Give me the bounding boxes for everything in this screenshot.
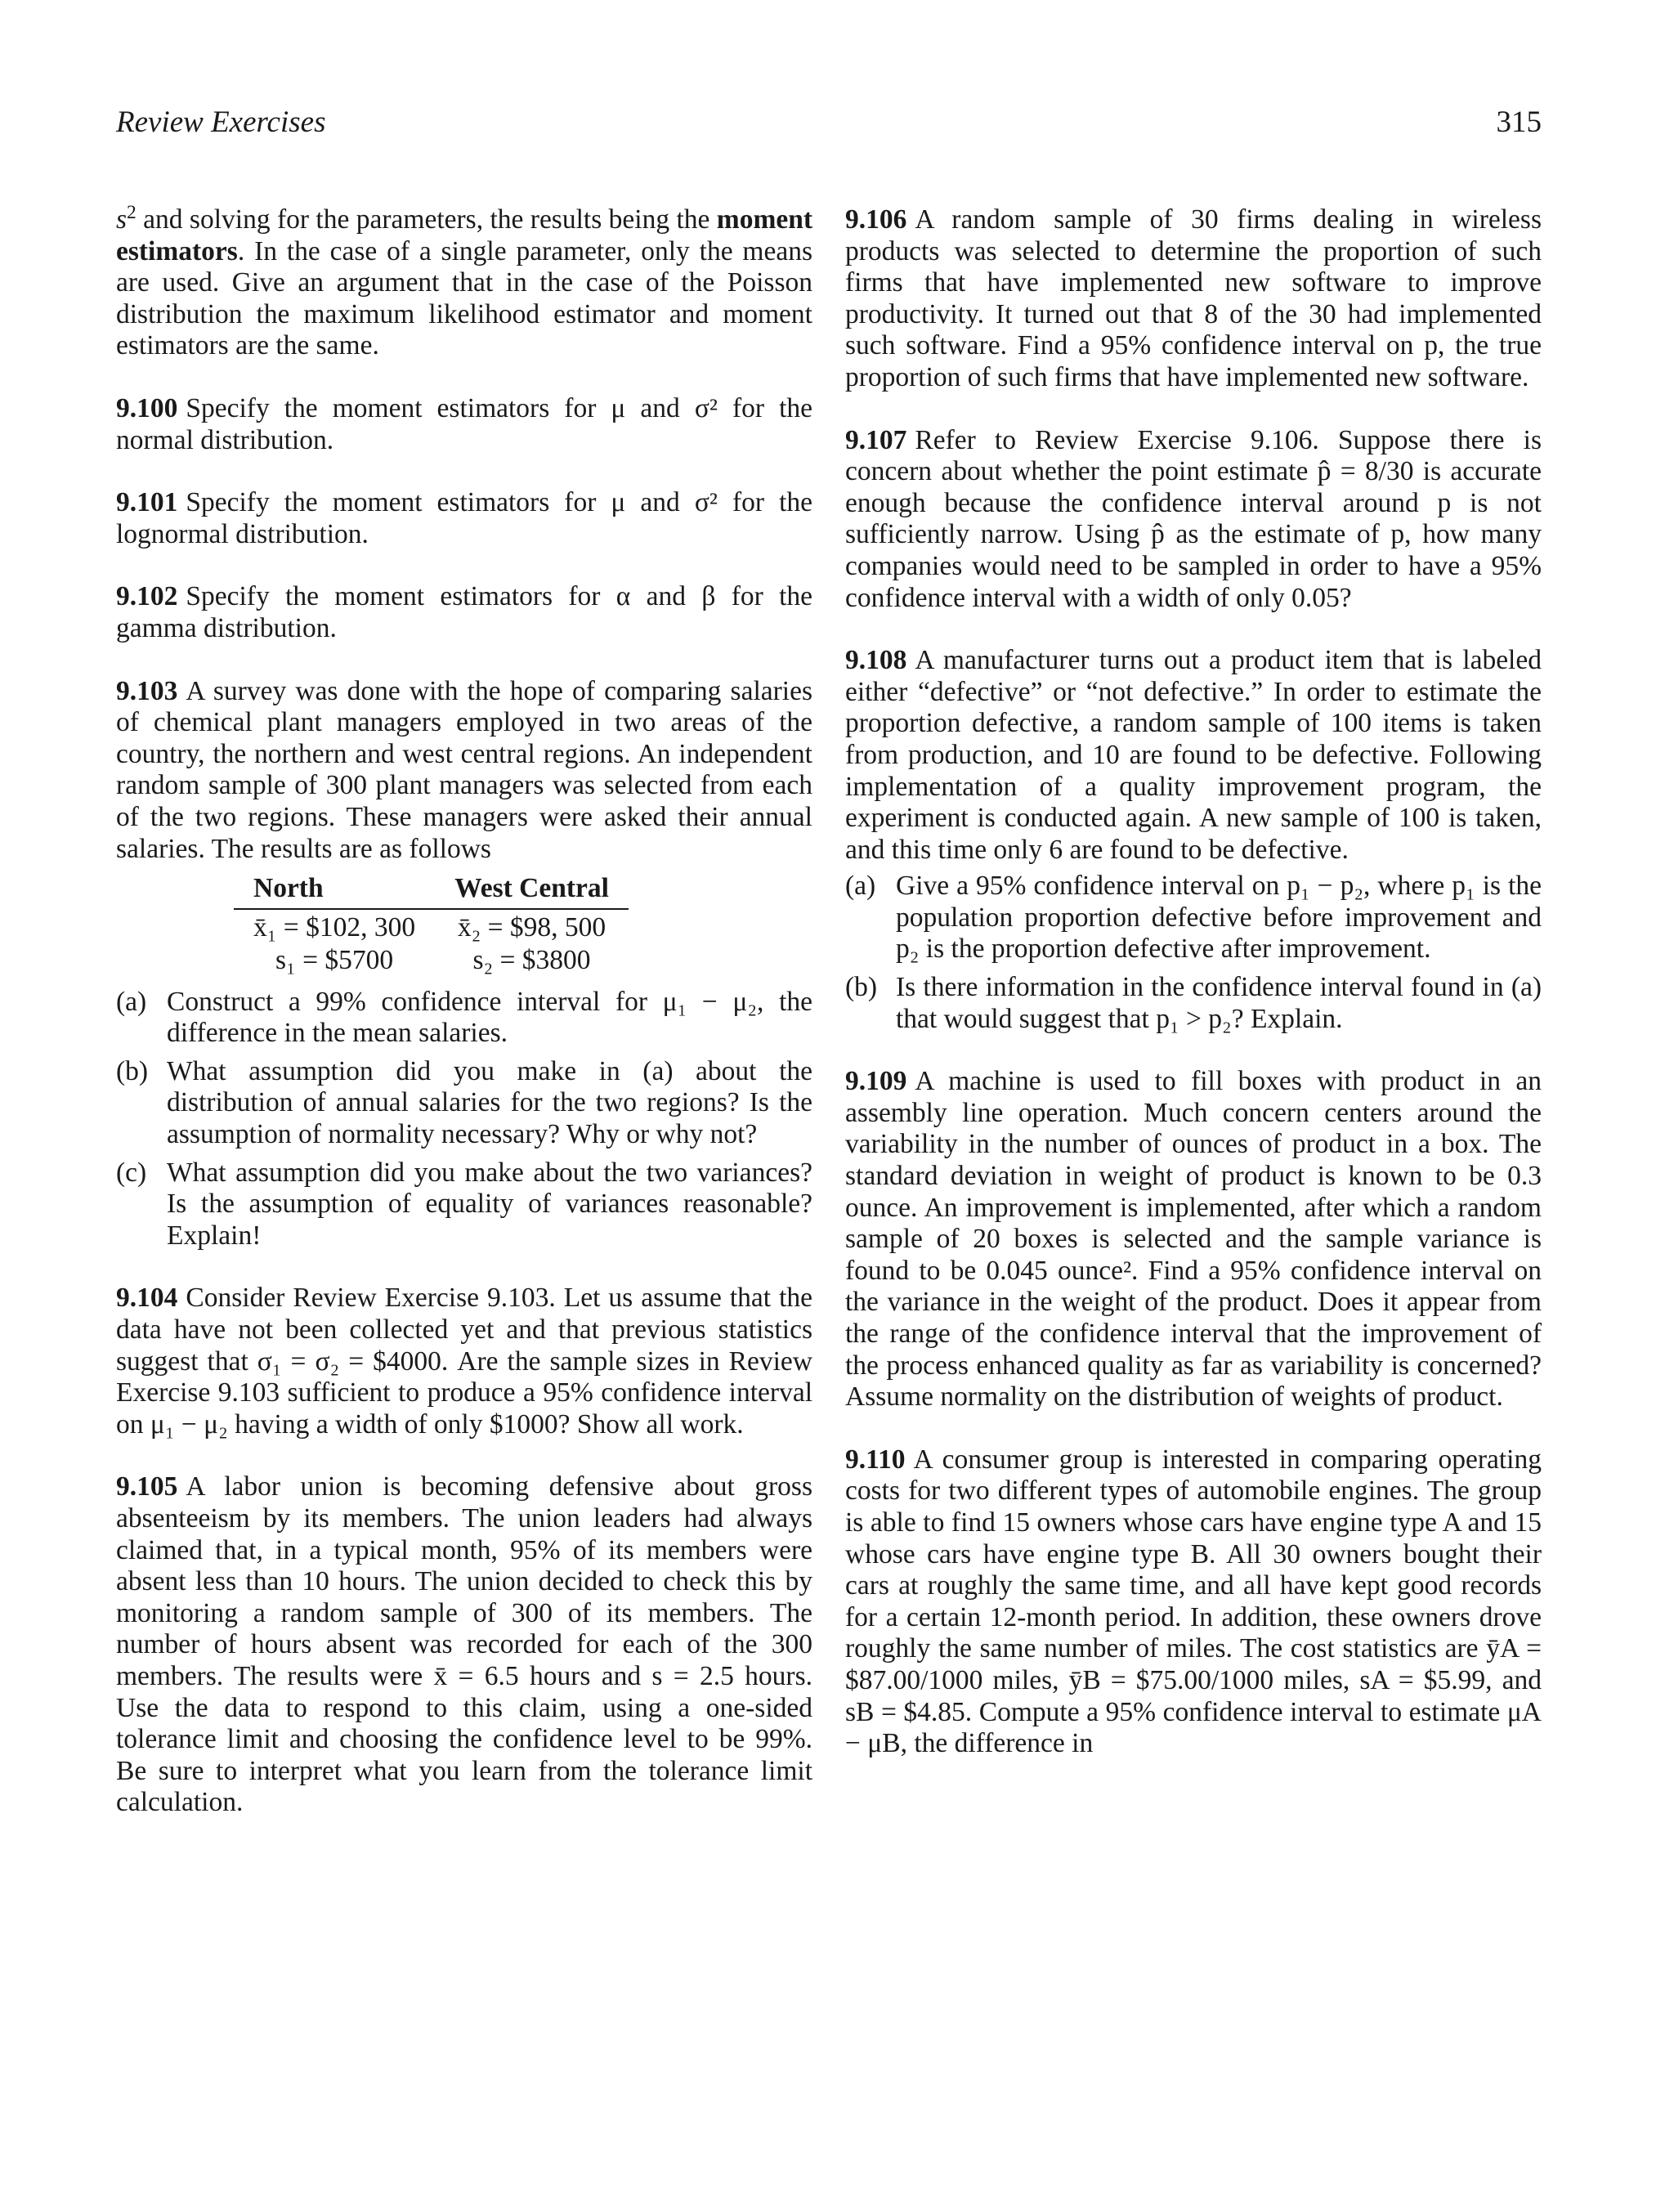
exercise-number: 9.109 xyxy=(845,1066,907,1097)
exercise-text: A manufacturer turns out a product item that is labeled either “defective” or “not defective.” In order to estimate the proportion defective, a random sample of 100 items is taken from production, and 10 are found to be defective. Following implementation of a quality improvement program, the experiment is conducted again. A new sample of 100 is taken, and this time only 6 are found to be defective. xyxy=(845,645,1542,865)
exercise-number: 9.104 xyxy=(116,1283,178,1314)
page-number: 315 xyxy=(1496,105,1542,139)
exercise-number: 9.105 xyxy=(116,1471,178,1502)
table-cell: x̄₁ = $102, 300 xyxy=(253,911,416,943)
exercise-number: 9.100 xyxy=(116,392,178,423)
exercise-9-106 xyxy=(845,204,1542,394)
exercise-number: 9.102 xyxy=(116,581,178,612)
exercise-number: 9.106 xyxy=(845,204,907,235)
exercise-9-100 xyxy=(116,393,812,456)
exercise-text: A random sample of 30 firms dealing in wireless products was selected to determine the proportion of such firms that have implemented new software to improve productivity. It turned out that 8 of the 30 had implemented such software. Find a 95% confidence interval on p, the true proportion of such firms that have implemented new software. xyxy=(845,204,1542,392)
salary-table xyxy=(234,873,629,975)
exercise-text: Specify the moment estimators for α and β for the gamma distribution. xyxy=(116,581,812,643)
table-header: North xyxy=(234,873,435,909)
table-row xyxy=(234,909,629,943)
exercise-9-104 xyxy=(116,1283,812,1440)
exercise-text: A labor union is becoming defensive about gross absenteeism by its members. The union leaders had always claimed that, in a typical month, 95% of its members were absent less than 10 hours. The union decided to check this by monitoring a random sample of 300 of its members. The number of hours absent was recorded for each of the 300 members. The results were x̄ = 6.5 hours and s = 2.5 hours. Use the data to respond to this claim, using a one-sided tolerance limit and choosing the confidence level to be 99%. Be sure to interpret what you learn from the tolerance limit calculation. xyxy=(116,1471,812,1818)
exercise-9-107 xyxy=(845,425,1542,615)
exercise-9-105 xyxy=(116,1471,812,1819)
exercise-9-108 xyxy=(845,645,1542,1035)
exercise-part: (b) Is there information in the confidence interval found in (a) that would suggest that p₁ > p₂? Explain. xyxy=(845,972,1542,1034)
right-column xyxy=(845,204,1542,1791)
exercise-9-102 xyxy=(116,581,812,644)
exercise-part: (b) What assumption did you make in (a) about the distribution of annual salaries for the two regions? Is the assumption of normality necessary? Why or why not? xyxy=(116,1055,812,1150)
left-column xyxy=(116,201,813,1850)
exercise-text: Specify the moment estimators for μ and σ² for the lognormal distribution. xyxy=(116,487,812,549)
exercise-parts xyxy=(116,987,812,1252)
exercise-9-103 xyxy=(116,676,812,1252)
exercise-text: Specify the moment estimators for μ and σ² for the normal distribution. xyxy=(116,392,812,455)
page-header xyxy=(116,105,1542,154)
table-header: West Central xyxy=(435,873,629,909)
exercise-number: 9.107 xyxy=(845,424,907,455)
continuation-paragraph: $s^2$ and solving for the parameters, the results being the moment estimators. In the case of a single parameter, only the means are used. Give an argument that in the case of the Poisson distribution the maximum likelihood estimator and moment estimators are the same. xyxy=(116,201,813,361)
exercise-text: A consumer group is interested in comparing operating costs for two different types of automobile engines. The group is able to find 15 owners whose cars have engine type A and 15 whose cars have engine type B. All 30 owners bought their cars at roughly the same time, and all have kept good records for a certain 12-month period. In addition, these owners drove roughly the same number of miles. The cost statistics are ȳA = $87.00/1000 miles, ȳB = $75.00/1000 miles, sA = $5.99, and sB = $4.85. Compute a 95% confidence interval to estimate μA − μB, the difference in xyxy=(845,1444,1542,1759)
exercise-number: 9.110 xyxy=(845,1444,906,1475)
table-cell: x̄₂ = $98, 500 xyxy=(457,911,606,943)
moment-estimators-term: moment estimators xyxy=(116,204,813,266)
table-cell: s₁ = $5700 xyxy=(275,944,394,975)
exercise-9-109 xyxy=(845,1066,1542,1413)
exercise-number: 9.103 xyxy=(116,675,178,706)
running-head: Review Exercises xyxy=(116,105,326,139)
exercise-text: A survey was done with the hope of comparing salaries of chemical plant managers employed in two areas of the country, the northern and west central regions. An independent random sample of 300 plant managers was selected from each of the two regions. These managers were asked their annual salaries. The results are as follows xyxy=(116,675,812,864)
table-row xyxy=(234,943,629,975)
exercise-part: (a) Give a 95% confidence interval on p₁ − p₂, where p₁ is the population proportion defective before improvement and p₂ is the proportion defective after improvement. xyxy=(845,871,1542,965)
exercise-text: Refer to Review Exercise 9.106. Suppose there is concern about whether the point estimate p̂ = 8/30 is accurate enough because the confidence interval around p is not sufficiently narrow. Using p̂ as the estimate of p, how many companies would need to be sampled in order to have a 95% confidence interval with a width of only 0.05? xyxy=(845,424,1542,613)
exercise-part: (a) Construct a 99% confidence interval for μ₁ − μ₂, the difference in the mean salaries. xyxy=(116,986,812,1049)
exercise-number: 9.108 xyxy=(845,645,907,676)
exercise-9-110 xyxy=(845,1444,1542,1760)
exercise-parts xyxy=(845,871,1542,1035)
exercise-9-101 xyxy=(116,487,812,550)
table-cell: s₂ = $3800 xyxy=(472,944,591,975)
exercise-number: 9.101 xyxy=(116,487,178,518)
exercise-part: (c) What assumption did you make about the two variances? Is the assumption of equality of variances reasonable? Explain! xyxy=(116,1157,812,1251)
exercise-text: Consider Review Exercise 9.103. Let us assume that the data have not been collected yet and that previous statistics suggest that σ₁ = σ₂ = $4000. Are the sample sizes in Review Exercise 9.103 sufficient to produce a 95% confidence interval on μ₁ − μ₂ having a width of only $1000? Show all work. xyxy=(116,1283,812,1440)
exercise-text: A machine is used to fill boxes with product in an assembly line operation. Much concern centers around the variability in the number of ounces of product in a box. The standard deviation in weight of product is known to be 0.3 ounce. An improvement is implemented, after which a random sample of 20 boxes is selected and the sample variance is found to be 0.045 ounce². Find a 95% confidence interval on the variance in the weight of the product. Does it appear from the range of the confidence interval that the improvement of the process enhanced quality as far as variability is concerned? Assume normality on the distribution of weights of product. xyxy=(845,1066,1542,1413)
